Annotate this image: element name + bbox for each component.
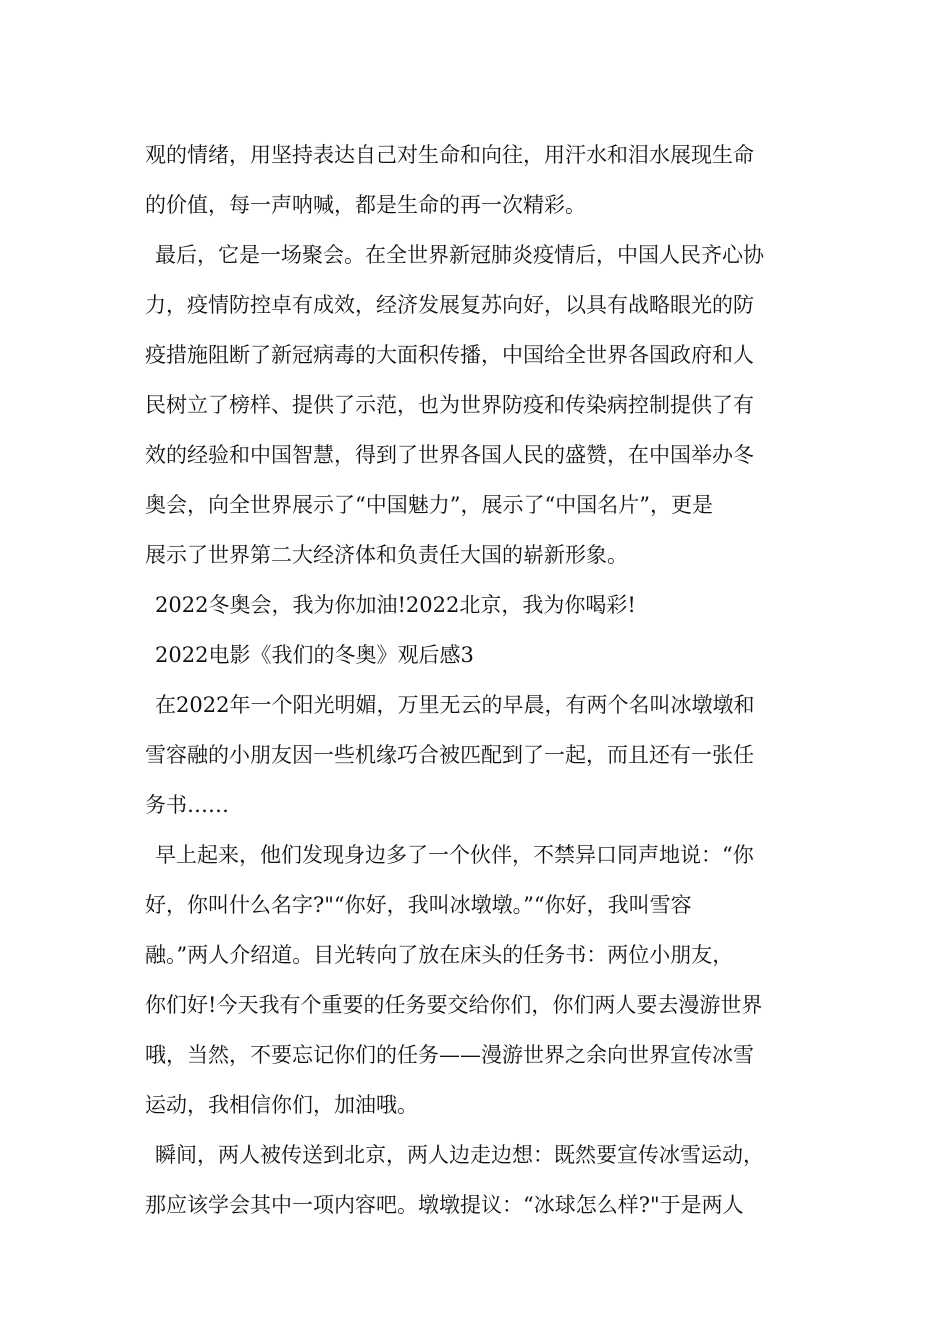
- text-line: 观的情绪，用坚持表达自己对生命和向往，用汗水和泪水展现生命: [145, 143, 754, 167]
- text-line: 奥会，向全世界展示了“中国魅力”，展示了“中国名片”，更是: [145, 493, 713, 517]
- paragraph-start-line: 早上起来，他们发现身边多了一个伙伴，不禁异口同声地说：“你: [155, 843, 754, 867]
- text-line: 务书……: [145, 793, 229, 817]
- text-line: 运动，我相信你们，加油哦。: [145, 1093, 418, 1117]
- text-line: 好，你叫什么名字?"“你好，我叫冰墩墩。”“你好，我叫雪容: [145, 893, 692, 917]
- text-line: 民树立了榜样、提供了示范，也为世界防疫和传染病控制提供了有: [145, 393, 754, 417]
- paragraph-start-line: 在2022年一个阳光明媚，万里无云的早晨，有两个名叫冰墩墩和: [155, 693, 755, 717]
- text-line: 疫措施阻断了新冠病毒的大面积传播，中国给全世界各国政府和人: [145, 343, 754, 367]
- section-heading: 2022电影《我们的冬奥》观后感3: [155, 643, 474, 667]
- text-line: 雪容融的小朋友因一些机缘巧合被匹配到了一起，而且还有一张任: [145, 743, 754, 767]
- text-line: 你们好!今天我有个重要的任务要交给你们，你们两人要去漫游世界: [145, 993, 763, 1017]
- text-line: 效的经验和中国智慧，得到了世界各国人民的盛赞，在中国举办冬: [145, 443, 754, 467]
- text-line: 展示了世界第二大经济体和负责任大国的崭新形象。: [145, 543, 628, 567]
- paragraph-start-line: 最后，它是一场聚会。在全世界新冠肺炎疫情后，中国人民齐心协: [155, 243, 764, 267]
- text-line: 哦，当然，不要忘记你们的任务——漫游世界之余向世界宣传冰雪: [145, 1043, 754, 1067]
- text-line: 融。”两人介绍道。目光转向了放在床头的任务书：两位小朋友，: [145, 943, 734, 967]
- document-body: [145, 130, 810, 1230]
- paragraph-start-line: 2022冬奥会，我为你加油!2022北京，我为你喝彩!: [155, 593, 636, 617]
- text-line: 那应该学会其中一项内容吧。墩墩提议：“冰球怎么样?"于是两人: [145, 1193, 744, 1217]
- text-line: 的价值，每一声呐喊，都是生命的再一次精彩。: [145, 193, 586, 217]
- text-line: 力，疫情防控卓有成效，经济发展复苏向好，以具有战略眼光的防: [145, 293, 754, 317]
- paragraph-start-line: 瞬间，两人被传送到北京，两人边走边想：既然要宣传冰雪运动，: [155, 1143, 764, 1167]
